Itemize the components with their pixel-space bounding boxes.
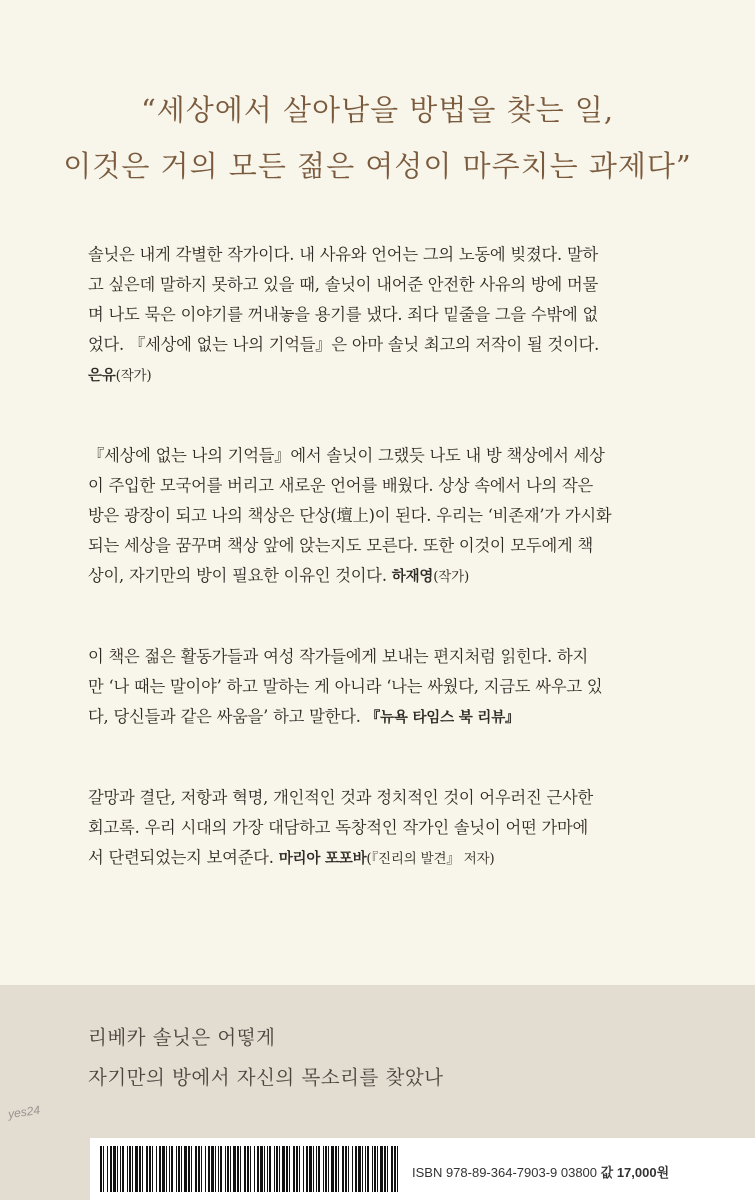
tagline-line-2: 자기만의 방에서 자신의 목소리를 찾았나 (88, 1066, 444, 1089)
review-line: 『세상에 없는 나의 기억들』에서 솔닛이 그랬듯 나도 내 방 책상에서 세상 (88, 446, 605, 465)
review-line: 이 주입한 모국어를 버리고 새로운 언어를 배웠다. 상상 속에서 나의 작은 (88, 476, 594, 495)
headline-line-1: “세상에서 살아남을 방법을 찾는 일, (140, 93, 615, 127)
tagline-line-1: 리베카 솔닛은 어떻게 (88, 1026, 276, 1049)
headline-line-2: 이것은 거의 모든 젊은 여성이 마주치는 과제다” (63, 149, 692, 183)
review-4 (88, 783, 688, 874)
review-author: 은유 (88, 368, 116, 384)
review-line: 솔닛은 내게 각별한 작가이다. 내 사유와 언어는 그의 노동에 빚졌다. 말하 (88, 245, 599, 264)
review-attribution (88, 360, 688, 391)
review-line: 며 나도 묵은 이야기를 꺼내놓을 용기를 냈다. 죄다 밑줄을 그을 수밖에 없 (88, 305, 599, 324)
review-line: 회고록. 우리 시대의 가장 대담하고 독창적인 작가인 솔닛이 어떤 가마에 (88, 818, 589, 837)
scribble-mark: yes24 (7, 1102, 41, 1122)
tagline (88, 1018, 444, 1098)
review-line-with-attribution (88, 561, 688, 592)
price-label: 값 17,000원 (600, 1165, 670, 1180)
review-3 (88, 642, 688, 733)
isbn-text: ISBN 978-89-364-7903-9 03800 (412, 1165, 598, 1180)
isbn-label (412, 1162, 669, 1181)
review-line-with-attribution (88, 702, 688, 733)
review-line: 되는 세상을 꿈꾸며 책상 앞에 앉는지도 모른다. 또한 이것이 모두에게 책 (88, 536, 594, 555)
review-line: 갈망과 결단, 저항과 혁명, 개인적인 것과 정치적인 것이 어우러진 근사한 (88, 788, 594, 807)
review-line: 서 단련되었는지 보여준다. (88, 848, 274, 867)
review-line-with-attribution (88, 843, 688, 874)
review-line: 다, 당신들과 같은 싸움을’ 하고 말한다. (88, 707, 361, 726)
review-line: 이 책은 젊은 활동가들과 여성 작가들에게 보내는 편지처럼 읽힌다. 하지 (88, 647, 589, 666)
review-line: 방은 광장이 되고 나의 책상은 단상(壇上)이 된다. 우리는 ‘비존재’가 가시화 (88, 506, 612, 525)
review-line: 고 싶은데 말하지 못하고 있을 때, 솔닛이 내어준 안전한 사유의 방에 머물 (88, 275, 599, 294)
review-2 (88, 441, 688, 592)
review-author: 마리아 포포바 (278, 851, 367, 867)
review-line: 만 ‘나 때는 말이야’ 하고 말하는 게 아니라 ‘나는 싸웠다, 지금도 싸우고 있 (88, 677, 603, 696)
headline-quote (0, 82, 755, 194)
review-author: 하재영 (391, 569, 434, 585)
review-author-role: (『진리의 발견』 저자) (366, 851, 495, 867)
review-author: 『뉴욕 타임스 북 리뷰』 (365, 710, 520, 726)
review-author-role: (작가) (433, 569, 470, 585)
review-1 (88, 240, 688, 391)
review-line: 었다. 『세상에 없는 나의 기억들』은 아마 솔닛 최고의 저작이 될 것이다. (88, 335, 600, 354)
review-author-role: (작가) (115, 368, 152, 384)
review-line: 상이, 자기만의 방이 필요한 이유인 것이다. (88, 566, 387, 585)
review-list (88, 240, 688, 924)
barcode-icon (100, 1146, 400, 1192)
